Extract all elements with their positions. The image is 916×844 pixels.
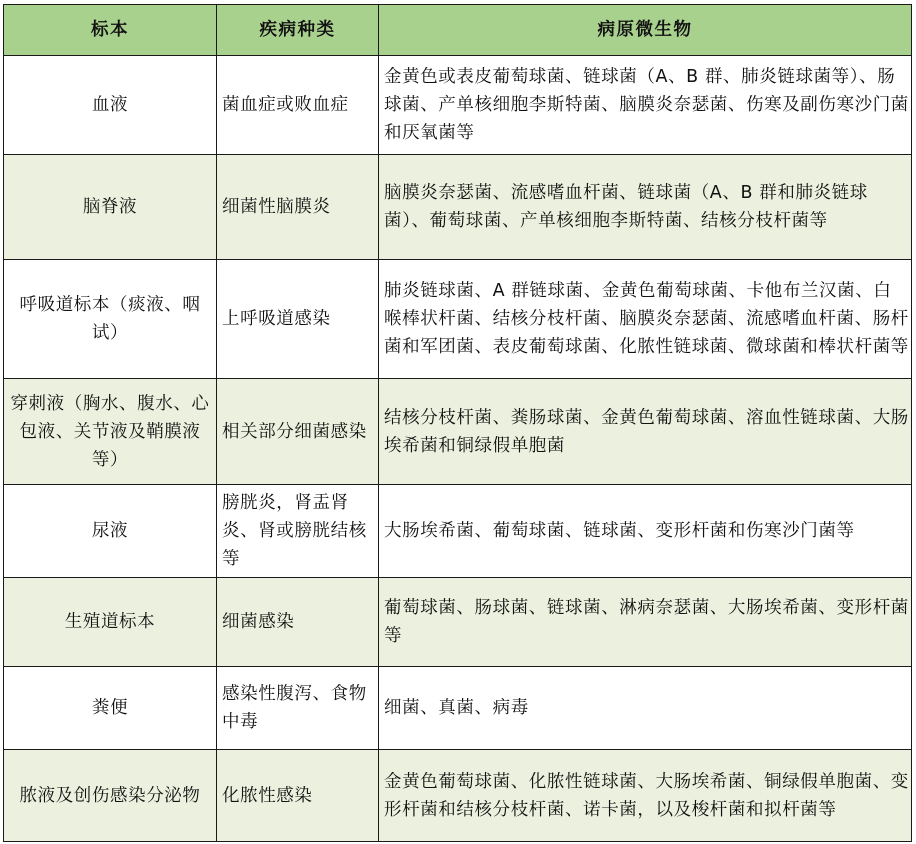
table-row	[4, 485, 912, 578]
table-row	[4, 379, 912, 485]
disease-cell: 细菌性脑膜炎	[217, 155, 379, 260]
disease-cell: 膀胱炎，肾盂肾炎、肾或膀胱结核等	[217, 485, 379, 578]
disease-cell: 菌血症或败血症	[217, 56, 379, 155]
pathogen-cell: 葡萄球菌、肠球菌、链球菌、淋病奈瑟菌、大肠埃希菌、变形杆菌等	[379, 578, 912, 667]
pathogen-cell: 结核分枝杆菌、粪肠球菌、金黄色葡萄球菌、溶血性链球菌、大肠埃希菌和铜绿假单胞菌	[379, 379, 912, 485]
table-row	[4, 56, 912, 155]
pathogen-table	[3, 4, 912, 842]
disease-cell: 上呼吸道感染	[217, 260, 379, 379]
pathogen-cell: 金黄色葡萄球菌、化脓性链球菌、大肠埃希菌、铜绿假单胞菌、变形杆菌和结核分枝杆菌、诺卡菌，以及梭杆菌和拟杆菌等	[379, 750, 912, 842]
disease-cell: 相关部分细菌感染	[217, 379, 379, 485]
disease-cell: 化脓性感染	[217, 750, 379, 842]
specimen-cell: 脓液及创伤感染分泌物	[4, 750, 217, 842]
table-header-row	[4, 5, 912, 56]
specimen-cell: 穿刺液（胸水、腹水、心包液、关节液及鞘膜液等）	[4, 379, 217, 485]
disease-cell: 感染性腹泻、食物中毒	[217, 667, 379, 750]
pathogen-cell: 金黄色或表皮葡萄球菌、链球菌（A、B 群、肺炎链球菌等）、肠球菌、产单核细胞李斯特菌、脑膜炎奈瑟菌、伤寒及副伤寒沙门菌和厌氧菌等	[379, 56, 912, 155]
table-row	[4, 578, 912, 667]
table-row	[4, 667, 912, 750]
header-pathogen: 病原微生物	[379, 5, 912, 56]
specimen-cell: 呼吸道标本（痰液、咽试）	[4, 260, 217, 379]
specimen-cell: 尿液	[4, 485, 217, 578]
pathogen-cell: 大肠埃希菌、葡萄球菌、链球菌、变形杆菌和伤寒沙门菌等	[379, 485, 912, 578]
specimen-cell: 生殖道标本	[4, 578, 217, 667]
specimen-cell: 血液	[4, 56, 217, 155]
disease-cell: 细菌感染	[217, 578, 379, 667]
table-row	[4, 750, 912, 842]
table-row	[4, 260, 912, 379]
pathogen-cell: 脑膜炎奈瑟菌、流感嗜血杆菌、链球菌（A、B 群和肺炎链球菌）、葡萄球菌、产单核细胞李斯特菌、结核分枝杆菌等	[379, 155, 912, 260]
pathogen-cell: 细菌、真菌、病毒	[379, 667, 912, 750]
specimen-cell: 粪便	[4, 667, 217, 750]
header-disease-type: 疾病种类	[217, 5, 379, 56]
header-specimen: 标本	[4, 5, 217, 56]
table-row	[4, 155, 912, 260]
pathogen-cell: 肺炎链球菌、A 群链球菌、金黄色葡萄球菌、卡他布兰汉菌、白喉棒状杆菌、结核分枝杆菌、脑膜炎奈瑟菌、流感嗜血杆菌、肠杆菌和军团菌、表皮葡萄球菌、化脓性链球菌、微球菌和棒状杆菌等	[379, 260, 912, 379]
specimen-cell: 脑脊液	[4, 155, 217, 260]
